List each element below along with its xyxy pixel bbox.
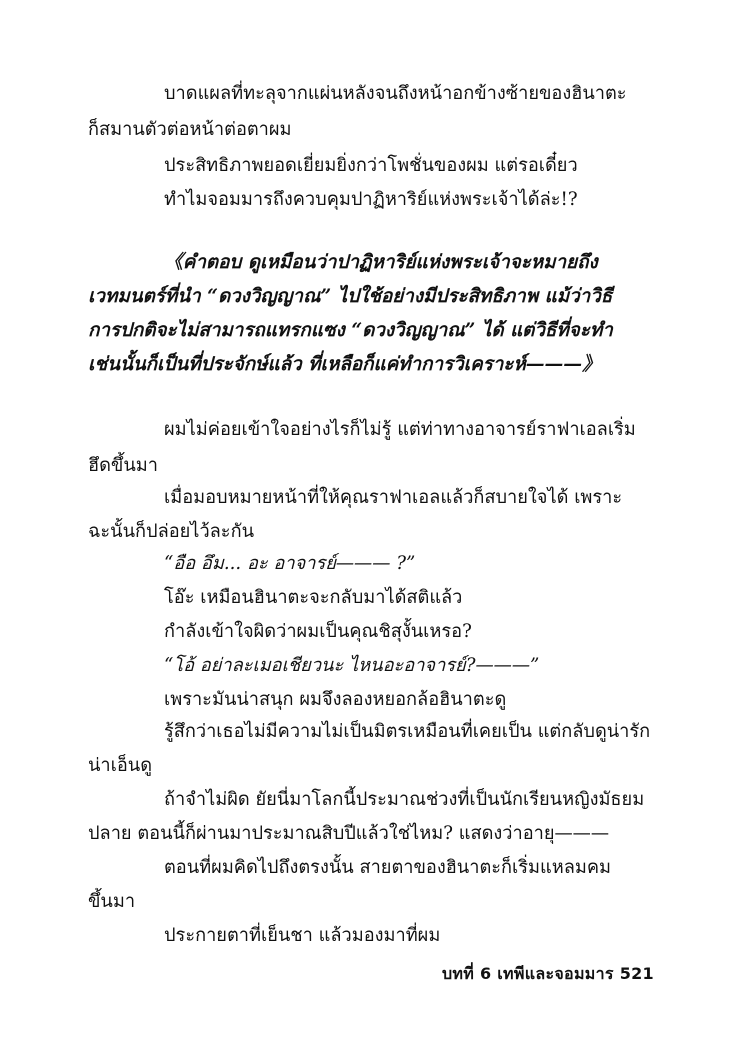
paragraph-3-line-1: ผมไม่ค่อยเข้าใจอย่างไรก็ไม่รู้ แต่ท่าทางอาจารย์ราฟาเอลเริ่ม bbox=[164, 419, 636, 440]
paragraph-5: โอ๊ะ เหมือนฮินาตะจะกลับมาได้สติแล้ว bbox=[164, 587, 463, 608]
paragraph-4-line-1: เมื่อมอบหมายหน้าที่ให้คุณราฟาเอลแล้วก็สบายใจได้ เพราะ bbox=[164, 487, 623, 508]
paragraph-9-line-2: ปลาย ตอนนี้ก็ผ่านมาประมาณสิบปีแล้วใช่ไหม? แสดงว่าอายุ——— bbox=[88, 823, 610, 844]
paragraph-7: เพราะมันน่าสนุก ผมจึงลองหยอกล้อฮินาตะดู bbox=[164, 689, 507, 710]
system-message-line-1: 《คำตอบ ดูเหมือนว่าปาฏิหาริย์แห่งพระเจ้าจะหมายถึง bbox=[164, 251, 598, 273]
paragraph-1-line-1: บาดแผลที่ทะลุจากแผ่นหลังจนถึงหน้าอกข้างซ้ายของฮินาตะ bbox=[164, 83, 627, 104]
paragraph-11: ประกายตาที่เย็นชา แล้วมองมาที่ผม bbox=[164, 925, 441, 946]
paragraph-2-line-2: ทำไมจอมมารถึงควบคุมปาฏิหาริย์แห่งพระเจ้าได้ล่ะ!? bbox=[164, 189, 578, 210]
dialogue-1: “อือ อึม... อะ อาจารย์——— ?” bbox=[164, 553, 416, 574]
paragraph-1-line-2: ก็สมานตัวต่อหน้าต่อตาผม bbox=[88, 119, 292, 140]
system-message-line-3: การปกติจะไม่สามารถแทรกแซง “ดวงวิญญาณ” ได้ แต่วิธีที่จะทำ bbox=[88, 319, 613, 341]
system-message-line-2: เวทมนตร์ที่นำ “ดวงวิญญาณ” ไปใช้อย่างมีประสิทธิภาพ แม้ว่าวิธี bbox=[88, 285, 613, 307]
paragraph-6: กำลังเข้าใจผิดว่าผมเป็นคุณชิสุงั้นเหรอ? bbox=[164, 621, 472, 642]
paragraph-10-line-2: ขึ้นมา bbox=[88, 891, 136, 912]
paragraph-10-line-1: ตอนที่ผมคิดไปถึงตรงนั้น สายตาของฮินาตะก็เริ่มแหลมคม bbox=[164, 857, 612, 878]
paragraph-3-line-2: ฮึดขึ้นมา bbox=[88, 455, 158, 476]
paragraph-8-line-1: รู้สึกว่าเธอไม่มีความไม่เป็นมิตรเหมือนที่เคยเป็น แต่กลับดูน่ารัก bbox=[164, 721, 651, 742]
system-message-line-4: เช่นนั้นก็เป็นที่ประจักษ์แล้ว ที่เหลือก็แค่ทำการวิเคราะห์———》 bbox=[88, 353, 601, 375]
paragraph-9-line-1: ถ้าจำไม่ผิด ยัยนี่มาโลกนี้ประมาณช่วงที่เป็นนักเรียนหญิงมัธยม bbox=[164, 789, 645, 810]
paragraph-4-line-2: ฉะนั้นก็ปล่อยไว้ละกัน bbox=[88, 521, 255, 542]
dialogue-2: “โอ้ อย่าละเมอเชียวนะ ไหนอะอาจารย์?———” bbox=[164, 655, 540, 676]
running-footer: บทที่ 6 เทพีและจอมมาร 521 bbox=[441, 964, 654, 983]
paragraph-8-line-2: น่าเอ็นดู bbox=[88, 755, 153, 776]
paragraph-2-line-1: ประสิทธิภาพยอดเยี่ยมยิ่งกว่าโพชั่นของผม แต่รอเดี๋ยว bbox=[164, 155, 578, 176]
